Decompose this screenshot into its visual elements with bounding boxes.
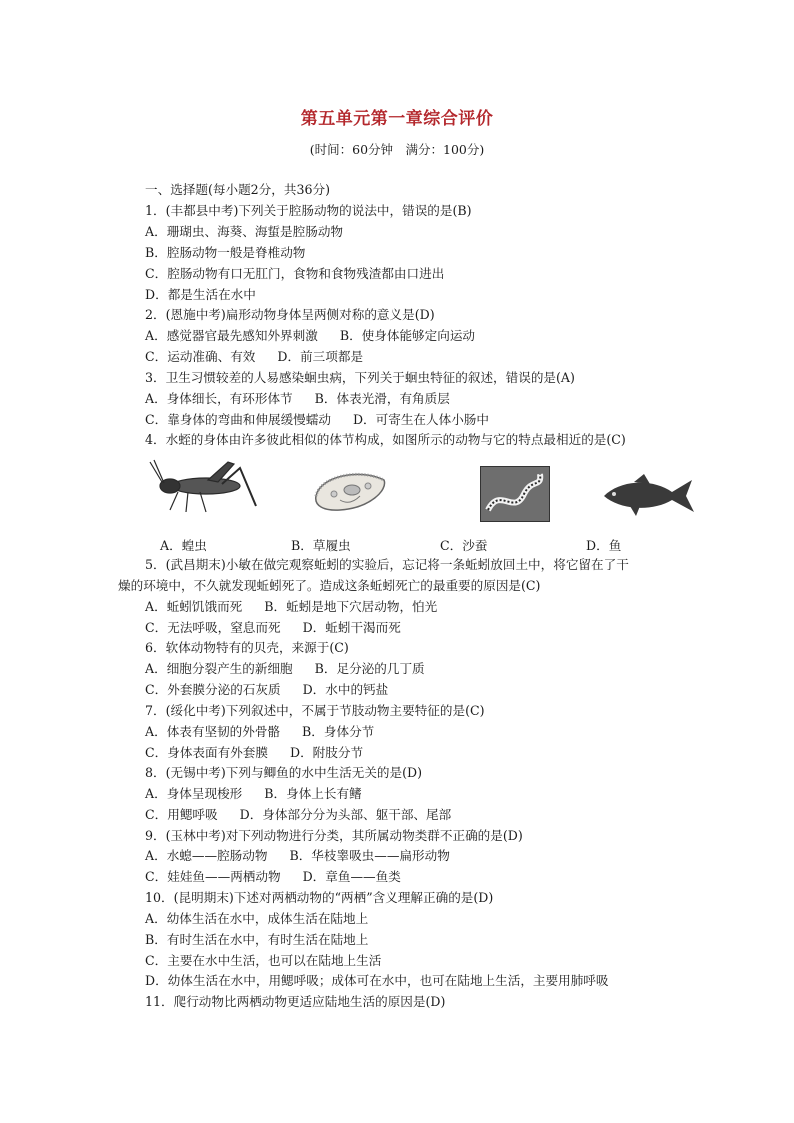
- question-10-option-c: C．主要在水中生活，也可以在陆地上生活: [145, 953, 382, 968]
- fish-image: [600, 472, 696, 518]
- question-8-option-d: D．身体部分分为头部、躯干部、尾部: [239, 807, 452, 822]
- question-9-option-d: D．章鱼——鱼类: [302, 869, 401, 884]
- question-7-option-c: C．身体表面有外套膜: [145, 745, 268, 760]
- question-5-option-b: B．蚯蚓是地下穴居动物，怕光: [264, 599, 438, 614]
- question-8-option-a: A．身体呈现梭形: [145, 786, 243, 801]
- question-9-stem: 9．(玉林中考)对下列动物进行分类，其所属动物类群不正确的是(D): [145, 828, 523, 843]
- question-10-option-d: D．幼体生活在水中，用鳃呼吸；成体可在水中，也可在陆地上生活，主要用肺呼吸: [145, 973, 609, 988]
- question-2-option-a: A．感觉器官最先感知外界刺激: [145, 328, 318, 343]
- question-7-option-a: A．体表有坚韧的外骨骼: [145, 724, 281, 739]
- question-5-options-cd: [145, 620, 401, 636]
- question-5-option-d: D．蚯蚓干渴而死: [302, 620, 401, 635]
- question-3-stem: 3．卫生习惯较差的人易感染蛔虫病，下列关于蛔虫特征的叙述，错误的是(A): [145, 370, 575, 385]
- question-8-options-ab: [145, 786, 362, 802]
- question-1-option-a: A．珊瑚虫、海葵、海蜇是腔肠动物: [145, 224, 344, 239]
- figure-caption-d: D．鱼: [586, 538, 622, 553]
- question-1-stem: 1．(丰都县中考)下列关于腔肠动物的说法中，错误的是(B): [145, 203, 472, 218]
- question-6-option-d: D．水中的钙盐: [302, 682, 389, 697]
- question-3-option-b: B．体表光滑，有角质层: [314, 391, 450, 406]
- figure-caption-a: A．蝗虫: [160, 538, 207, 553]
- page-title: 第五单元第一章综合评价: [300, 109, 494, 129]
- question-9-options-ab: [145, 848, 450, 864]
- question-9-options-cd: [145, 869, 401, 885]
- question-5-option-c: C．无法呼吸，窒息而死: [145, 620, 281, 635]
- question-3-options-cd: [145, 412, 489, 428]
- figure-caption-b: B．草履虫: [291, 538, 351, 553]
- question-7-options-cd: [145, 745, 363, 761]
- question-7-option-b: B．身体分节: [302, 724, 375, 739]
- question-7-stem: 7．(绥化中考)下列叙述中，不属于节肢动物主要特征的是(C): [145, 703, 485, 718]
- question-10-option-a: A．幼体生活在水中，成体生活在陆地上: [145, 911, 369, 926]
- question-9-option-c: C．娃娃鱼——两栖动物: [145, 869, 281, 884]
- question-9-option-a: A．水螅——腔肠动物: [145, 848, 268, 863]
- question-8-stem: 8．(无锡中考)下列与鲫鱼的水中生活无关的是(D): [145, 765, 423, 780]
- question-2-options-ab: [145, 328, 475, 344]
- question-1-option-b: B．腔肠动物一般是脊椎动物: [145, 245, 306, 260]
- question-3-option-a: A．身体细长，有环形体节: [145, 391, 293, 406]
- question-1-option-c: C．腔肠动物有口无肛门，食物和食物残渣都由口进出: [145, 266, 445, 281]
- question-6-options-cd: [145, 682, 388, 698]
- question-5-options-ab: [145, 599, 437, 615]
- question-2-option-b: B．使身体能够定向运动: [339, 328, 476, 343]
- question-5-stem-line2: 燥的环境中，不久就发现蚯蚓死了。造成这条蚯蚓死亡的最重要的原因是(C): [118, 578, 541, 593]
- exam-info: (时间：60分钟 满分：100分): [309, 142, 485, 157]
- question-4-stem: 4．水蛭的身体由许多彼此相似的体节构成，如图所示的动物与它的特点最相近的是(C): [145, 432, 626, 447]
- question-3-options-ab: [145, 391, 450, 407]
- question-6-option-c: C．外套膜分泌的石灰质: [145, 682, 281, 697]
- question-2-option-d: D．前三项都是: [277, 349, 364, 364]
- question-6-option-b: B．足分泌的几丁质: [314, 661, 425, 676]
- question-3-option-c: C．靠身体的弯曲和伸展缓慢蠕动: [145, 412, 331, 427]
- paramecium-image: [310, 466, 390, 514]
- question-5-stem-line1: 5．(武昌期末)小敏在做完观察蚯蚓的实验后，忘记将一条蚯蚓放回土中，将它留在了干: [145, 557, 629, 572]
- question-8-option-b: B．身体上长有鳍: [264, 786, 362, 801]
- locust-image: [148, 456, 260, 518]
- question-6-stem: 6．软体动物特有的贝壳，来源于(C): [145, 640, 349, 655]
- question-5-option-a: A．蚯蚓饥饿而死: [145, 599, 243, 614]
- question-3-option-d: D．可寄生在人体小肠中: [352, 412, 489, 427]
- nereis-image: [480, 466, 550, 522]
- question-10-option-b: B．有时生活在水中，有时生活在陆地上: [145, 932, 369, 947]
- question-8-options-cd: [145, 807, 451, 823]
- figure-caption-c: C．沙蚕: [440, 538, 488, 553]
- question-7-option-d: D．附肢分节: [289, 745, 364, 760]
- question-2-option-c: C．运动准确、有效: [145, 349, 256, 364]
- question-11-stem: 11．爬行动物比两栖动物更适应陆地生活的原因是(D): [145, 994, 446, 1009]
- question-1-option-d: D．都是生活在水中: [145, 287, 256, 302]
- question-10-stem: 10．(昆明期末)下述对两栖动物的“两栖”含义理解正确的是(D): [145, 890, 494, 905]
- question-2-options-cd: [145, 349, 363, 365]
- question-7-options-ab: [145, 724, 374, 740]
- question-8-option-c: C．用鳃呼吸: [145, 807, 218, 822]
- question-6-options-ab: [145, 661, 425, 677]
- question-9-option-b: B．华枝睾吸虫——扁形动物: [289, 848, 450, 863]
- section-heading: 一、选择题(每小题2分，共36分): [145, 182, 330, 197]
- question-2-stem: 2．(恩施中考)扁形动物身体呈两侧对称的意义是(D): [145, 307, 435, 322]
- question-6-option-a: A．细胞分裂产生的新细胞: [145, 661, 293, 676]
